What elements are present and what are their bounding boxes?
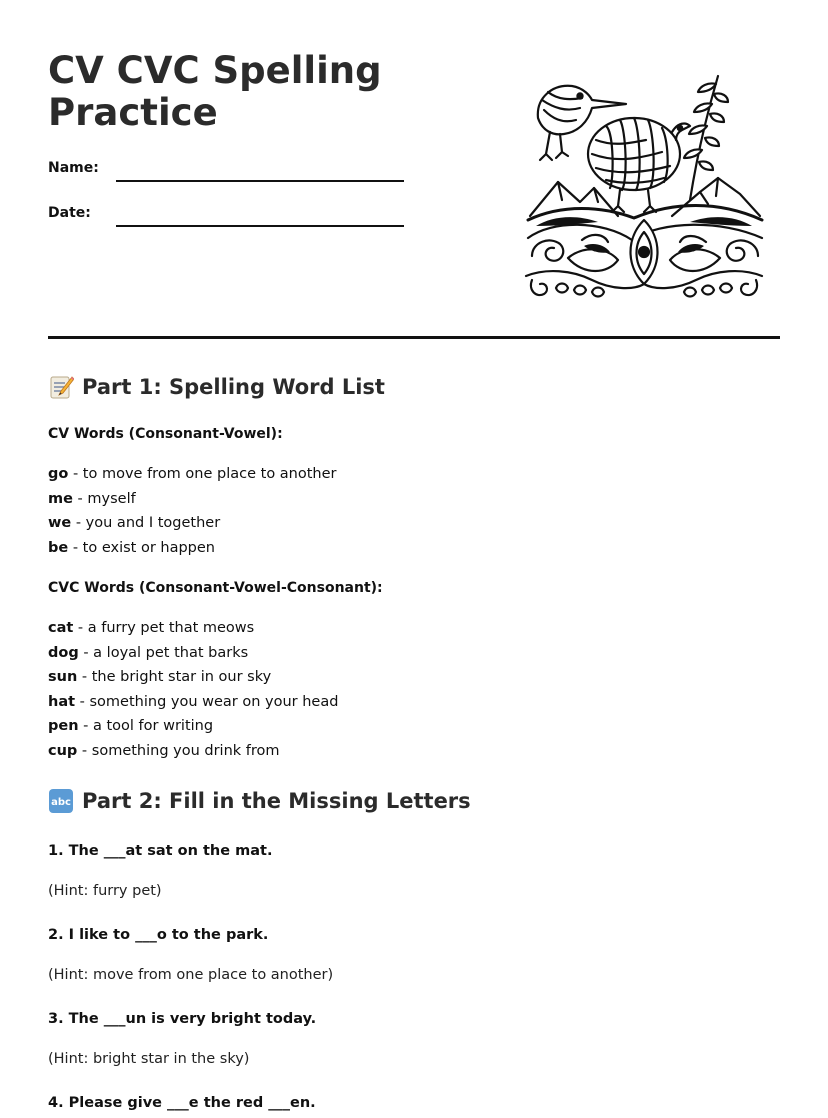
page-title: CV CVC Spelling Practice [48, 49, 382, 134]
kiwi-bird-illustration [522, 70, 766, 302]
question-1: 1. The ___at sat on the mat. [48, 843, 273, 859]
list-item: hat - something you wear on your head [48, 693, 339, 710]
question-2: 2. I like to ___o to the park. [48, 927, 269, 943]
hint-1: (Hint: furry pet) [48, 883, 162, 899]
part1-heading [48, 374, 385, 400]
name-label: Name: [48, 160, 99, 176]
cv-word-list [48, 462, 337, 560]
cvc-word-list [48, 616, 338, 764]
list-item: dog - a loyal pet that barks [48, 644, 249, 661]
list-item: cup - something you drink from [48, 742, 280, 759]
hint-3: (Hint: bright star in the sky) [48, 1051, 250, 1067]
cvc-words-heading: CVC Words (Consonant-Vowel-Consonant): [48, 580, 383, 596]
question-4: 4. Please give ___e the red ___en. [48, 1095, 316, 1111]
date-label: Date: [48, 205, 91, 221]
memo-icon [48, 374, 74, 400]
hint-2: (Hint: move from one place to another) [48, 967, 334, 983]
name-field[interactable] [116, 180, 404, 182]
list-item: sun - the bright star in our sky [48, 669, 272, 686]
question-3: 3. The ___un is very bright today. [48, 1011, 317, 1027]
cv-words-heading: CV Words (Consonant-Vowel): [48, 426, 283, 442]
list-item: be - to exist or happen [48, 539, 215, 556]
list-item: pen - a tool for writing [48, 718, 214, 735]
list-item: we - you and I together [48, 515, 221, 532]
list-item: go - to move from one place to another [48, 466, 337, 482]
part2-heading [48, 788, 471, 814]
part2-heading-text: Part 2: Fill in the Missing Letters [82, 789, 471, 813]
header-divider [48, 336, 780, 339]
date-field[interactable] [116, 225, 404, 227]
part1-heading-text: Part 1: Spelling Word List [82, 375, 385, 399]
list-item: cat - a furry pet that meows [48, 620, 255, 636]
svg-text:abc: abc [51, 797, 71, 808]
abc-icon [48, 788, 74, 814]
list-item: me - myself [48, 490, 136, 507]
